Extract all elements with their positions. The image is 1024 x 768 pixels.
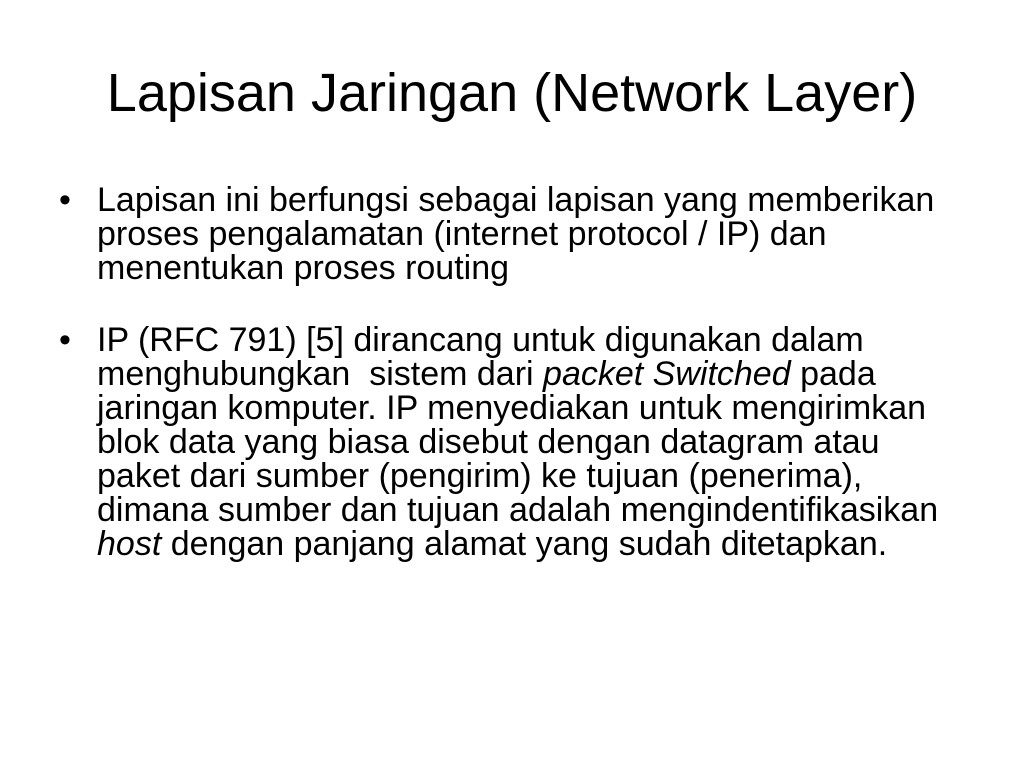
text-line <box>97 425 984 459</box>
italic-text-segment: host <box>97 525 162 563</box>
text-segment: blok data yang biasa disebut dengan datagram atau <box>97 423 880 461</box>
text-segment: menghubungkan sistem dari <box>97 355 544 393</box>
text-line <box>97 183 984 217</box>
text-segment: Lapisan ini berfungsi sebagai lapisan yang memberikan <box>97 181 935 219</box>
text-segment: IP (RFC 791) [5] dirancang untuk digunakan dalam <box>97 321 864 359</box>
text-line <box>97 357 984 391</box>
text-line <box>97 323 984 357</box>
text-line <box>97 251 984 285</box>
text-line <box>97 217 984 251</box>
text-line <box>97 391 984 425</box>
bullet-marker: • <box>59 321 71 359</box>
text-segment: jaringan komputer. IP menyediakan untuk mengirimkan <box>97 389 927 427</box>
bullet-item <box>0 323 1024 561</box>
bullet-marker: • <box>59 181 71 219</box>
text-segment: dengan panjang alamat yang sudah ditetapkan. <box>161 525 888 563</box>
bullet-item <box>0 183 1024 285</box>
text-line <box>97 493 984 527</box>
text-segment: menentukan proses routing <box>97 249 510 287</box>
slide-title: Lapisan Jaringan (Network Layer) <box>106 63 918 123</box>
text-segment: dimana sumber dan tujuan adalah mengindentifikasikan <box>97 491 939 529</box>
text-line <box>97 527 984 561</box>
bullet-list <box>0 183 1024 561</box>
text-segment: proses pengalamatan (internet protocol / IP) dan <box>97 215 827 253</box>
text-line <box>97 459 984 493</box>
text-segment: paket dari sumber (pengirim) ke tujuan (penerima), <box>97 457 863 495</box>
text-segment: pada <box>790 355 876 393</box>
italic-text-segment: packet Switched <box>543 355 791 393</box>
